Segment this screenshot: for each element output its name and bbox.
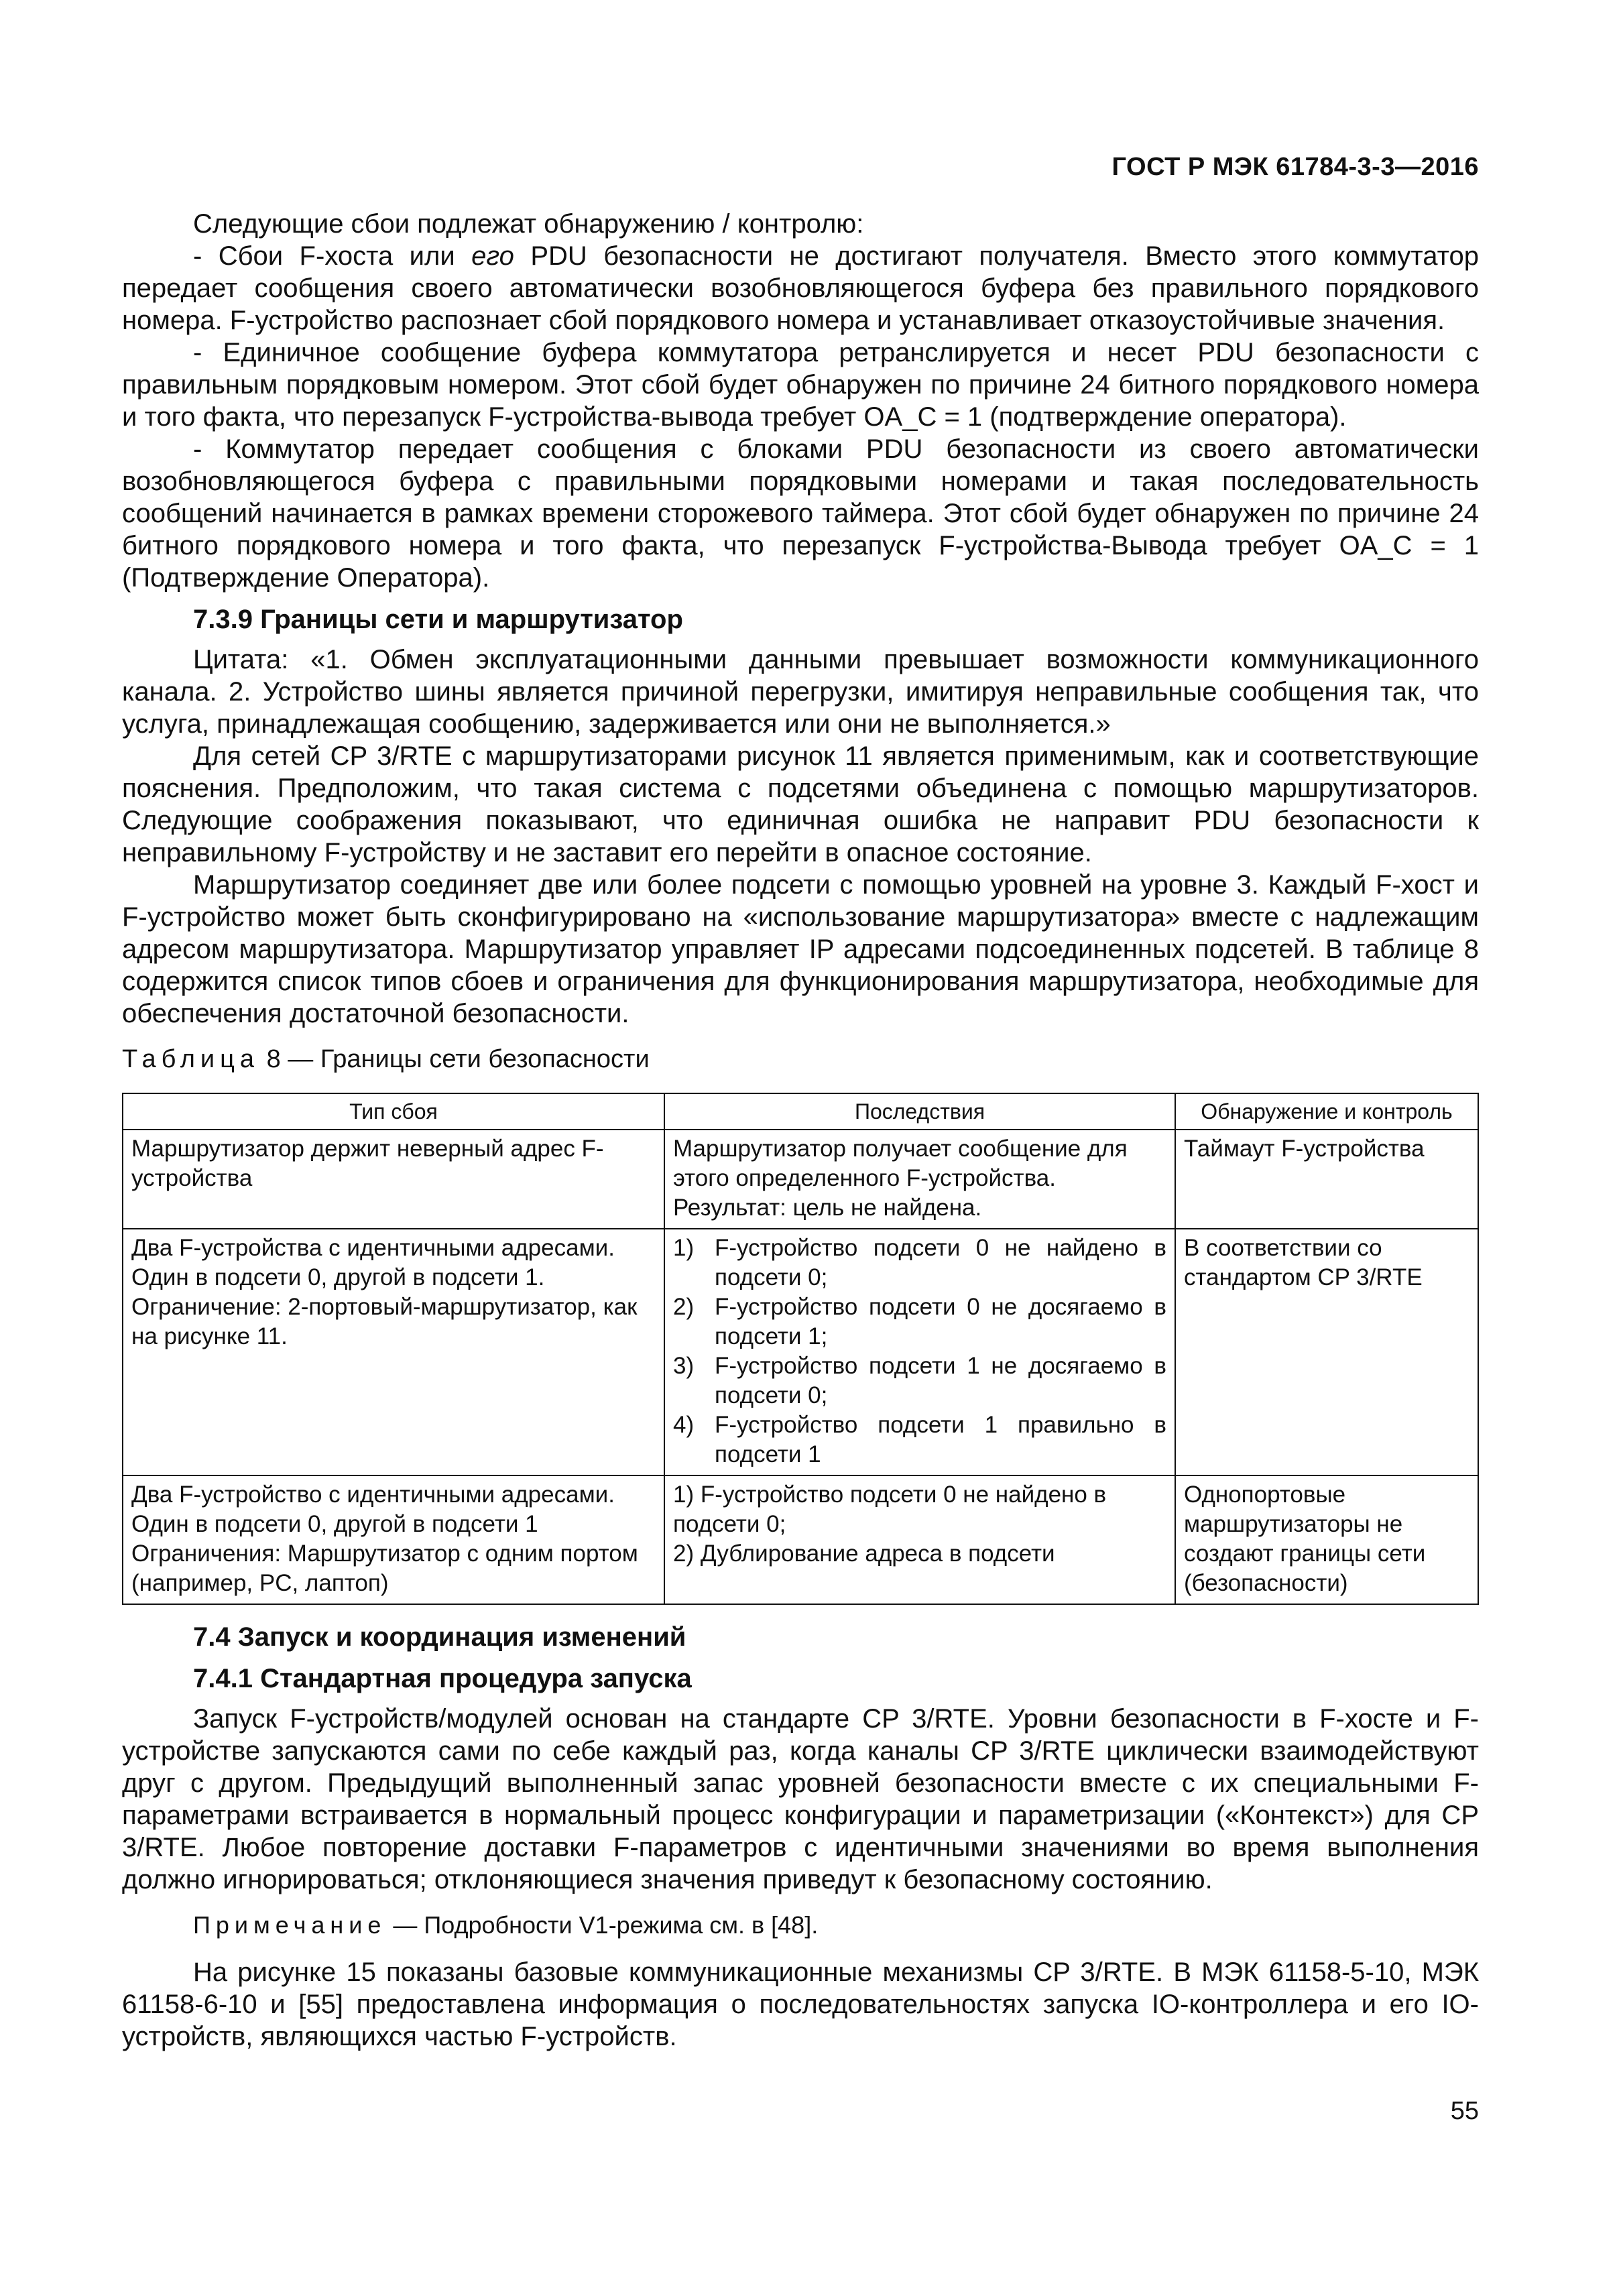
consequence-list (673, 1233, 1166, 1469)
list-item: 1) F-устройство подсети 0 не найдено в подсети 0; (673, 1235, 1166, 1290)
table-cell-fault: Маршрутизатор держит неверный адрес F-устройства (123, 1130, 664, 1229)
intro-item-2: - Единичное сообщение буфера коммутатора ретранслируется и несет PDU безопасности с правильным порядковым номером. Этот сбой будет обнаружен по причине 24 битного порядкового номера и того факта, что перезапуск F-устройства-вывода требует OA_C = 1 (подтверждение оператора). (122, 338, 1479, 432)
intro-item-1: - Сбои F-хоста или его PDU безопасности не достигают получателя. Вместо этого коммутатор передает сообщения своего автоматически возобновляющегося буфера без правильного порядкового номера. F-устройство распознает сбой порядкового номера и устанавливает отказоустойчивые значения. (122, 241, 1480, 335)
list-item: 1) F-устройство подсети 0 не найдено в подсети 0; (673, 1482, 1107, 1537)
table-cell-consequence (664, 1229, 1175, 1475)
table-cell-fault: Два F-устройство с идентичными адресами. Один в подсети 0, другой в подсети 1 Ограничения: Маршрутизатор с одним портом (например, PC, лаптоп) (123, 1475, 664, 1604)
table-cell-fault: Два F-устройства с идентичными адресами. Один в подсети 0, другой в подсети 1. Ограничение: 2-портовый-маршрутизатор, как на рисунке 11. (123, 1229, 664, 1475)
section-heading-7-4-1: 7.4.1 Стандартная процедура запуска (193, 1664, 692, 1693)
section-7-3-9-quote: Цитата: «1. Обмен эксплуатационными данными превышает возможности коммуникационного канала. 2. Устройство шины является причиной перегрузки, имитируя неправильные сообщения так, что услуга, принадлежащая сообщению, задерживается или они не выполняется.» (122, 645, 1479, 739)
intro-lead: Следующие сбои подлежат обнаружению / контролю: (193, 209, 864, 239)
section-7-4-1-paragraph-1: Запуск F-устройств/модулей основан на стандарте CP 3/RTE. Уровни безопасности в F-хосте и F-устройстве запускаются сами по себе каждый раз, когда каналы CP 3/RTE циклически взаимодействуют друг с другом. Предыдущий выполненный запас уровней безопасности вместе с их специальными F-параметрами встраивается в нормальный процесс конфигурации и параметризации («Контекст») для CP 3/RTE. Любое повторение доставки F-параметров с идентичными значениями во время выполнения должно игнорироваться; отклоняющиеся значения приведут к безопасному состоянию. (122, 1704, 1479, 1894)
table-cell-detection: Таймаут F-устройства (1175, 1130, 1478, 1229)
intro-item-3: - Коммутатор передает сообщения с блоками PDU безопасности из своего автоматически возобновляющегося буфера с правильными порядковыми номерами и такая последовательность сообщений начинается в рамках времени сторожевого таймера. Этот сбой будет обнаружен по причине 24 битного порядкового номера и того факта, что перезапуск F-устройства-Вывода требует OA_C = 1 (Подтверждение Оператора). (122, 434, 1479, 593)
page-body (122, 141, 1479, 2053)
section-heading-7-3-9: 7.3.9 Границы сети и маршрутизатор (193, 605, 683, 634)
table-row (123, 1229, 1478, 1475)
document-standard-header: ГОСТ Р МЭК 61784-3-3—2016 (1111, 153, 1479, 181)
table-cell-detection: В соответствии со стандартом CP 3/RTE (1175, 1229, 1478, 1475)
list-item: 4) F-устройство подсети 1 правильно в подсети 1 (673, 1412, 1166, 1467)
list-item: 3) F-устройство подсети 1 не досягаемо в подсети 0; (673, 1353, 1166, 1408)
table-row (123, 1475, 1478, 1604)
table-header-cell: Последствия (664, 1093, 1175, 1130)
table-row (123, 1130, 1478, 1229)
table-cell-consequence: Маршрутизатор получает сообщение для этого определенного F-устройства. Результат: цель не найдена. (664, 1130, 1175, 1229)
note: Примечание — Подробности V1-режима см. в [48]. (193, 1911, 819, 1939)
table-header-row (123, 1093, 1478, 1130)
table-cell-consequence (664, 1475, 1175, 1604)
network-boundaries-table (122, 1093, 1479, 1605)
section-heading-7-4: 7.4 Запуск и координация изменений (193, 1622, 686, 1652)
table-cell-detection: Однопортовые маршрутизаторы не создают границы сети (безопасности) (1175, 1475, 1478, 1604)
list-item: 2) Дублирование адреса в подсети (673, 1540, 1055, 1567)
table-header-cell: Обнаружение и контроль (1175, 1093, 1478, 1130)
table-caption: Таблица 8 — Границы сети безопасности (122, 1045, 650, 1073)
list-item: 2) F-устройство подсети 0 не досягаемо в подсети 1; (673, 1294, 1166, 1349)
section-7-3-9-paragraph-3: Маршрутизатор соединяет две или более подсети с помощью уровней на уровне 3. Каждый F-хост и F-устройство может быть сконфигурировано на «использование маршрутизатора» вместе с надлежащим адресом маршрутизатора. Маршрутизатор управляет IP адресами подсоединенных подсетей. В таблице 8 содержится список типов сбоев и ограничения для функционирования маршрутизатора, необходимые для обеспечения достаточной безопасности. (122, 870, 1479, 1028)
page-number: 55 (1450, 2097, 1479, 2125)
section-7-4-1-paragraph-2: На рисунке 15 показаны базовые коммуникационные механизмы CP 3/RTE. В МЭК 61158-5-10, МЭК 61158-6-10 и [55] предоставлена информация о последовательностях запуска IO-контроллера и его IO-устройств, являющихся частью F-устройств. (122, 1957, 1479, 2051)
table-header-cell: Тип сбоя (123, 1093, 664, 1130)
section-7-3-9-paragraph-2: Для сетей CP 3/RTE с маршрутизаторами рисунок 11 является применимым, как и соответствующие пояснения. Предположим, что такая система с подсетями объединена с помощью маршрутизаторов. Следующие соображения показывают, что единичная ошибка не направит PDU безопасности к неправильному F-устройству и не заставит его перейти в опасное состояние. (122, 741, 1479, 867)
